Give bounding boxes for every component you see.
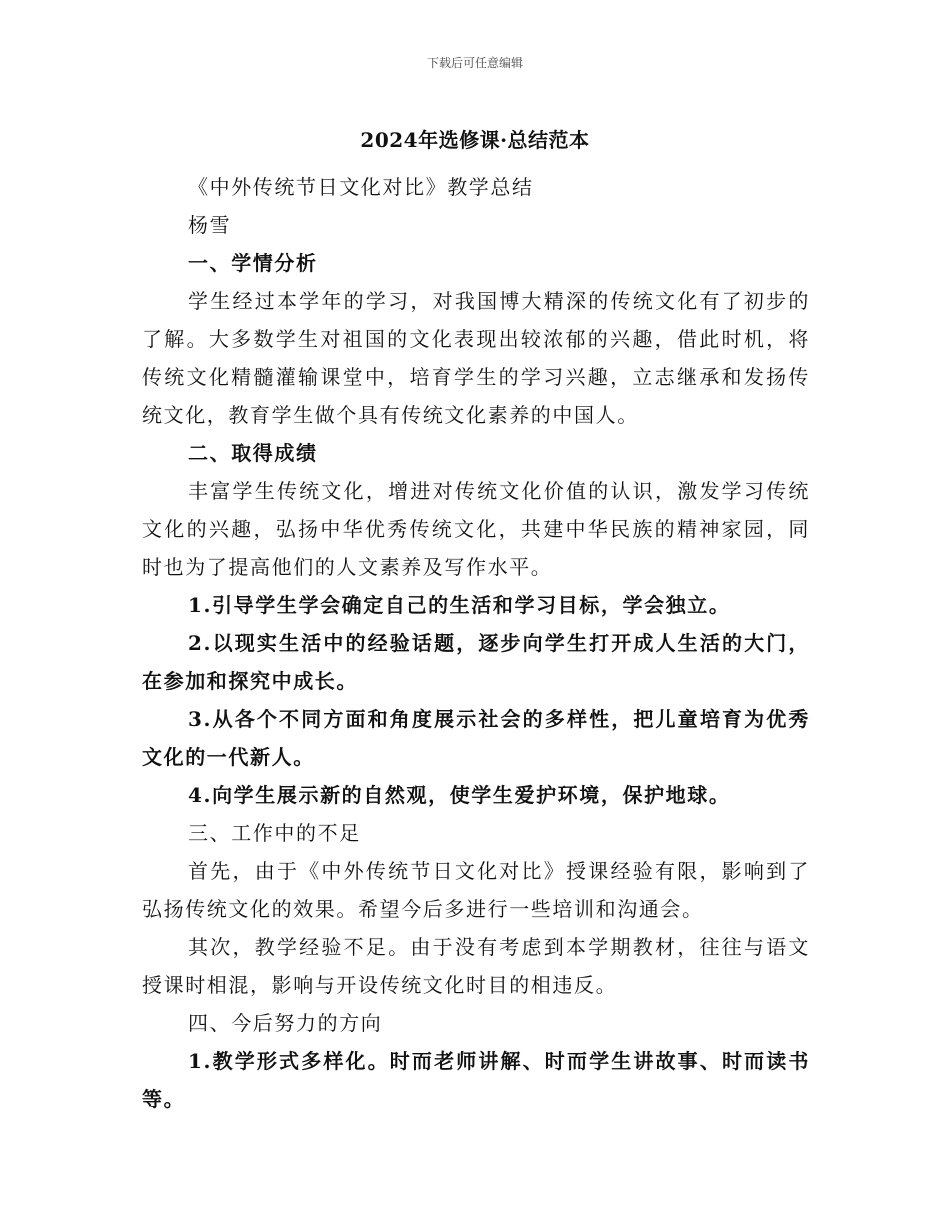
document-author: 杨雪: [188, 213, 232, 237]
section-2-item: 1.引导学生学会确定自己的生活和学习目标，学会独立。: [188, 593, 731, 617]
section-heading-3: 三、工作中的不足: [188, 821, 361, 845]
section-4-item: 1.教学形式多样化。时而老师讲解、时而学生讲故事、时而读书等。: [142, 1049, 810, 1111]
document-subtitle: 《中外传统节日文化对比》教学总结: [188, 175, 534, 199]
section-heading-4: 四、今后努力的方向: [188, 1011, 383, 1035]
section-2-item: 4.向学生展示新的自然观，使学生爱护环境，保护地球。: [188, 783, 731, 807]
document-body: [142, 168, 810, 1118]
section-heading-1: 一、学情分析: [188, 251, 318, 275]
section-2-paragraph: 丰富学生传统文化，增进对传统文化价值的认识，激发学习传统文化的兴趣，弘扬中华优秀传统文化，共建中华民族的精神家园，同时也为了提高他们的人文素养及写作水平。: [142, 479, 810, 579]
section-1-paragraph: 学生经过本学年的学习，对我国博大精深的传统文化有了初步的了解。大多数学生对祖国的文化表现出较浓郁的兴趣，借此时机，将传统文化精髓灌输课堂中，培育学生的学习兴趣，立志继承和发扬传统文化，教育学生做个具有传统文化素养的中国人。: [142, 289, 810, 427]
section-2-item: 3.从各个不同方面和角度展示社会的多样性，把儿童培育为优秀文化的一代新人。: [142, 707, 810, 769]
section-3-paragraph: 其次，教学经验不足。由于没有考虑到本学期教材，往往与语文授课时相混，影响与开设传统文化时目的相违反。: [142, 935, 810, 997]
section-2-item: 2.以现实生活中的经验话题，逐步向学生打开成人生活的大门，在参加和探究中成长。: [142, 631, 810, 693]
section-heading-2: 二、取得成绩: [188, 441, 318, 465]
page-header-note: 下载后可任意编辑: [426, 56, 523, 70]
section-3-paragraph: 首先，由于《中外传统节日文化对比》授课经验有限，影响到了弘扬传统文化的效果。希望今后多进行一些培训和沟通会。: [142, 859, 810, 921]
document-title: 2024年选修课·总结范本: [360, 128, 590, 152]
